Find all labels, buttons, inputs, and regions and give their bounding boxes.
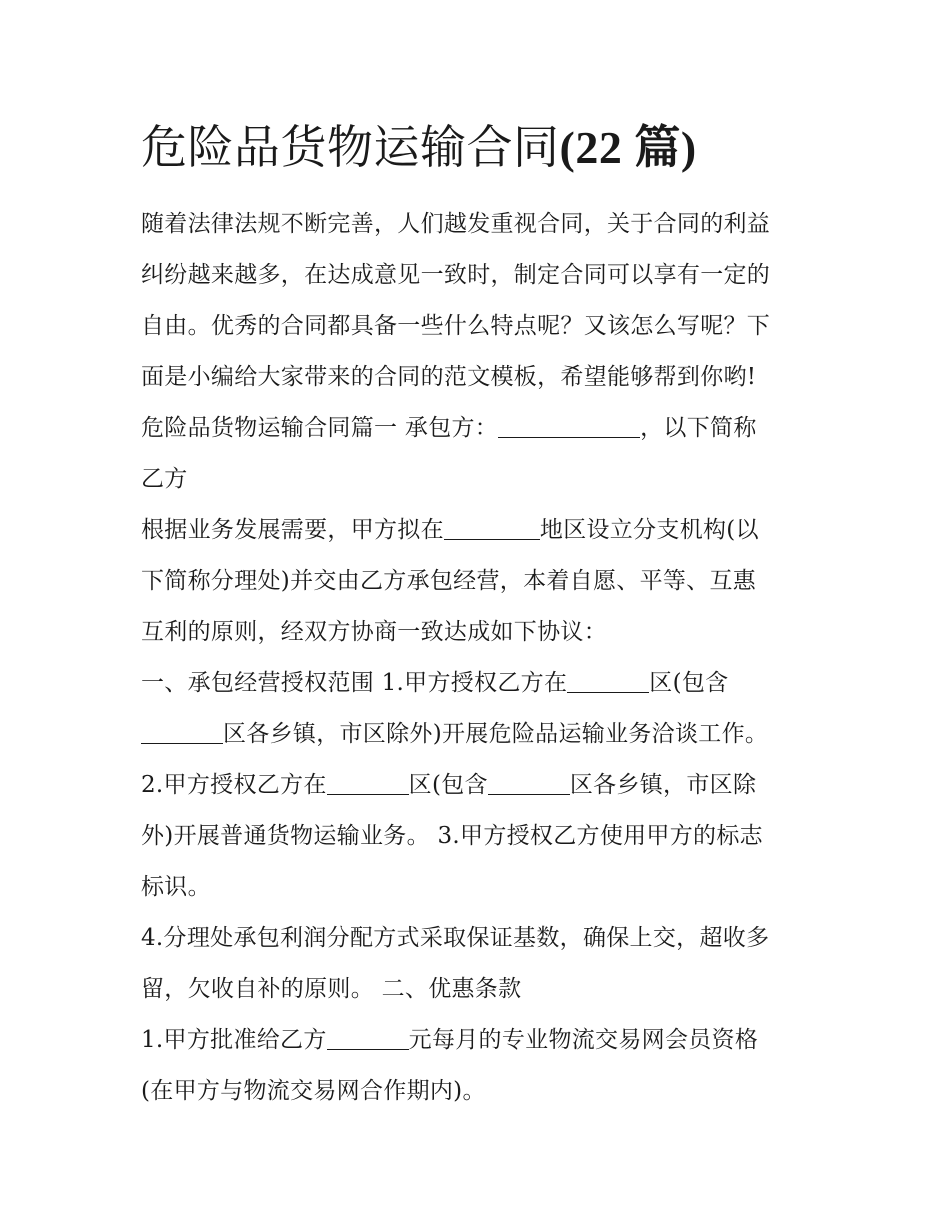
text-line: 面是小编给大家带来的合同的范文模板，希望能够帮到你哟! bbox=[141, 364, 757, 390]
benefit-text: 1.甲方批准给乙方 bbox=[141, 1027, 327, 1053]
text-line bbox=[141, 505, 821, 556]
benefit-paragraph bbox=[141, 1015, 821, 1117]
scope-text: 一、承包经营授权范围 1.甲方授权乙方在 bbox=[141, 670, 568, 696]
text-line: 自由。优秀的合同都具备一些什么特点呢？又该怎么写呢？下 bbox=[141, 313, 771, 339]
purpose-text-cont: 地区设立分支机构(以 bbox=[539, 517, 759, 543]
text-line: 下简称分理处)并交由乙方承包经营，本着自愿、平等、互惠 bbox=[141, 568, 757, 594]
auth-text-end: 区各乡镇，市区除 bbox=[569, 772, 757, 798]
text-line: 标识。 bbox=[141, 874, 211, 900]
document-title-main: 危险品货物运输合同 bbox=[141, 120, 560, 174]
text-line bbox=[141, 709, 821, 760]
text-line bbox=[141, 1015, 821, 1066]
text-line: 4.分理处承包利润分配方式采取保证基数，确保上交，超收多 bbox=[141, 925, 770, 951]
district-blank bbox=[327, 769, 409, 795]
profit-paragraph bbox=[141, 913, 821, 1015]
purpose-text: 根据业务发展需要，甲方拟在 bbox=[141, 517, 444, 543]
document-page bbox=[141, 112, 821, 1117]
scope-paragraph bbox=[141, 658, 821, 760]
text-line: 互利的原则，经双方协商一致达成如下协议： bbox=[141, 619, 607, 645]
text-line bbox=[141, 760, 821, 811]
auth-text-cont: 区(包含 bbox=[408, 772, 488, 798]
text-line: 随着法律法规不断完善，人们越发重视合同，关于合同的利益 bbox=[141, 211, 771, 237]
district-blank bbox=[567, 667, 649, 693]
region-blank bbox=[444, 514, 540, 540]
intro-paragraph bbox=[141, 199, 821, 403]
text-line: 留，欠收自补的原则。 二、优惠条款 bbox=[141, 976, 522, 1002]
scope-text-cont: 区(包含 bbox=[649, 670, 729, 696]
contractor-blank bbox=[498, 412, 640, 438]
abbreviation-text: ，以下简称 bbox=[640, 415, 757, 441]
scope-text-end: 区各乡镇，市区除外)开展危险品运输业务洽谈工作。 bbox=[223, 721, 769, 747]
contract-heading-text: 危险品货物运输合同篇一 承包方： bbox=[141, 415, 499, 441]
purpose-paragraph bbox=[141, 505, 821, 658]
benefit-text-cont: 元每月的专业物流交易网会员资格 bbox=[408, 1027, 759, 1053]
contract-heading-paragraph bbox=[141, 403, 821, 505]
text-line: 外)开展普通货物运输业务。 3.甲方授权乙方使用甲方的标志 bbox=[141, 823, 763, 849]
document-title bbox=[141, 112, 821, 183]
district-blank bbox=[488, 769, 570, 795]
text-line: 乙方 bbox=[141, 466, 188, 492]
text-line: (在甲方与物流交易网合作期内)。 bbox=[141, 1078, 486, 1104]
district-blank bbox=[141, 718, 223, 744]
auth-text: 2.甲方授权乙方在 bbox=[141, 772, 327, 798]
document-title-suffix: (22 篇) bbox=[559, 122, 697, 173]
amount-blank bbox=[327, 1024, 409, 1050]
text-line bbox=[141, 658, 821, 709]
text-line: 纠纷越来越多，在达成意见一致时，制定合同可以享有一定的 bbox=[141, 262, 771, 288]
authorization-paragraph bbox=[141, 760, 821, 913]
text-line bbox=[141, 403, 821, 454]
